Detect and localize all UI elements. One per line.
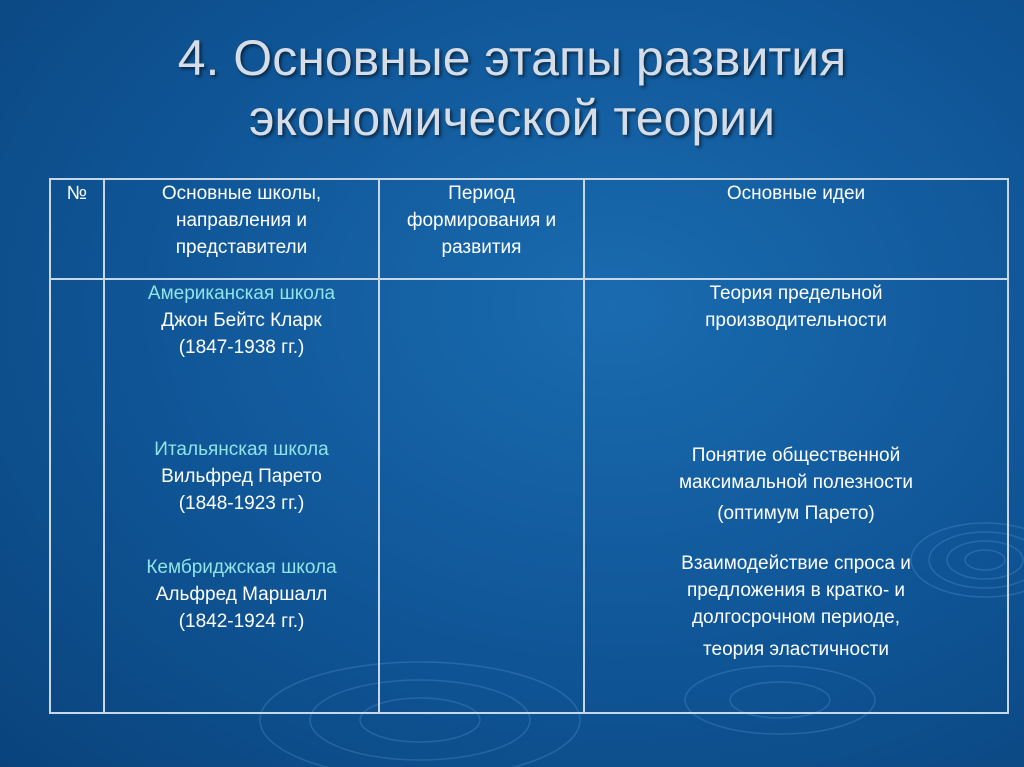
cell-number — [50, 279, 104, 713]
idea-entry-2: Понятие общественной максимальной полезности (оптимум Парето) — [678, 445, 914, 524]
school-person: Вильфред Парето — [161, 466, 322, 487]
header-schools: Основные школы, направления и представители — [104, 179, 379, 279]
table-header-row — [50, 179, 1008, 279]
school-person: Альфред Маршалл — [155, 584, 328, 605]
header-number: № — [50, 179, 104, 279]
school-person: Джон Бейтс Кларк — [161, 310, 322, 331]
slide-title — [0, 28, 1024, 148]
school-years: (1848-1923 гг.) — [178, 493, 305, 514]
school-name: Американская школа — [147, 283, 336, 304]
idea-entry-3: Взаимодействие спроса и предложения в кратко- и долгосрочном периоде, теория эластичности — [681, 553, 911, 660]
header-period: Период формирования и развития — [379, 179, 584, 279]
table-body-row — [50, 279, 1008, 713]
school-entry-cambridge — [105, 554, 378, 635]
cell-period — [379, 279, 584, 713]
school-name: Кембриджская школа — [146, 557, 337, 578]
idea-entry-1: Теория предельной производительности — [705, 283, 887, 331]
school-years: (1842-1924 гг.) — [178, 611, 305, 632]
slide-title-line-2: экономической теории — [248, 90, 776, 146]
header-ideas: Основные идеи — [584, 179, 1008, 279]
slide-title-line-1: 4. Основные этапы развития — [177, 30, 847, 86]
school-years: (1847-1938 гг.) — [178, 337, 305, 358]
school-name: Итальянская школа — [154, 439, 329, 460]
cell-schools — [104, 279, 379, 713]
school-entry-american — [105, 280, 378, 361]
school-entry-italian — [105, 436, 378, 517]
cell-ideas — [584, 279, 1008, 713]
stages-table — [49, 178, 1009, 714]
